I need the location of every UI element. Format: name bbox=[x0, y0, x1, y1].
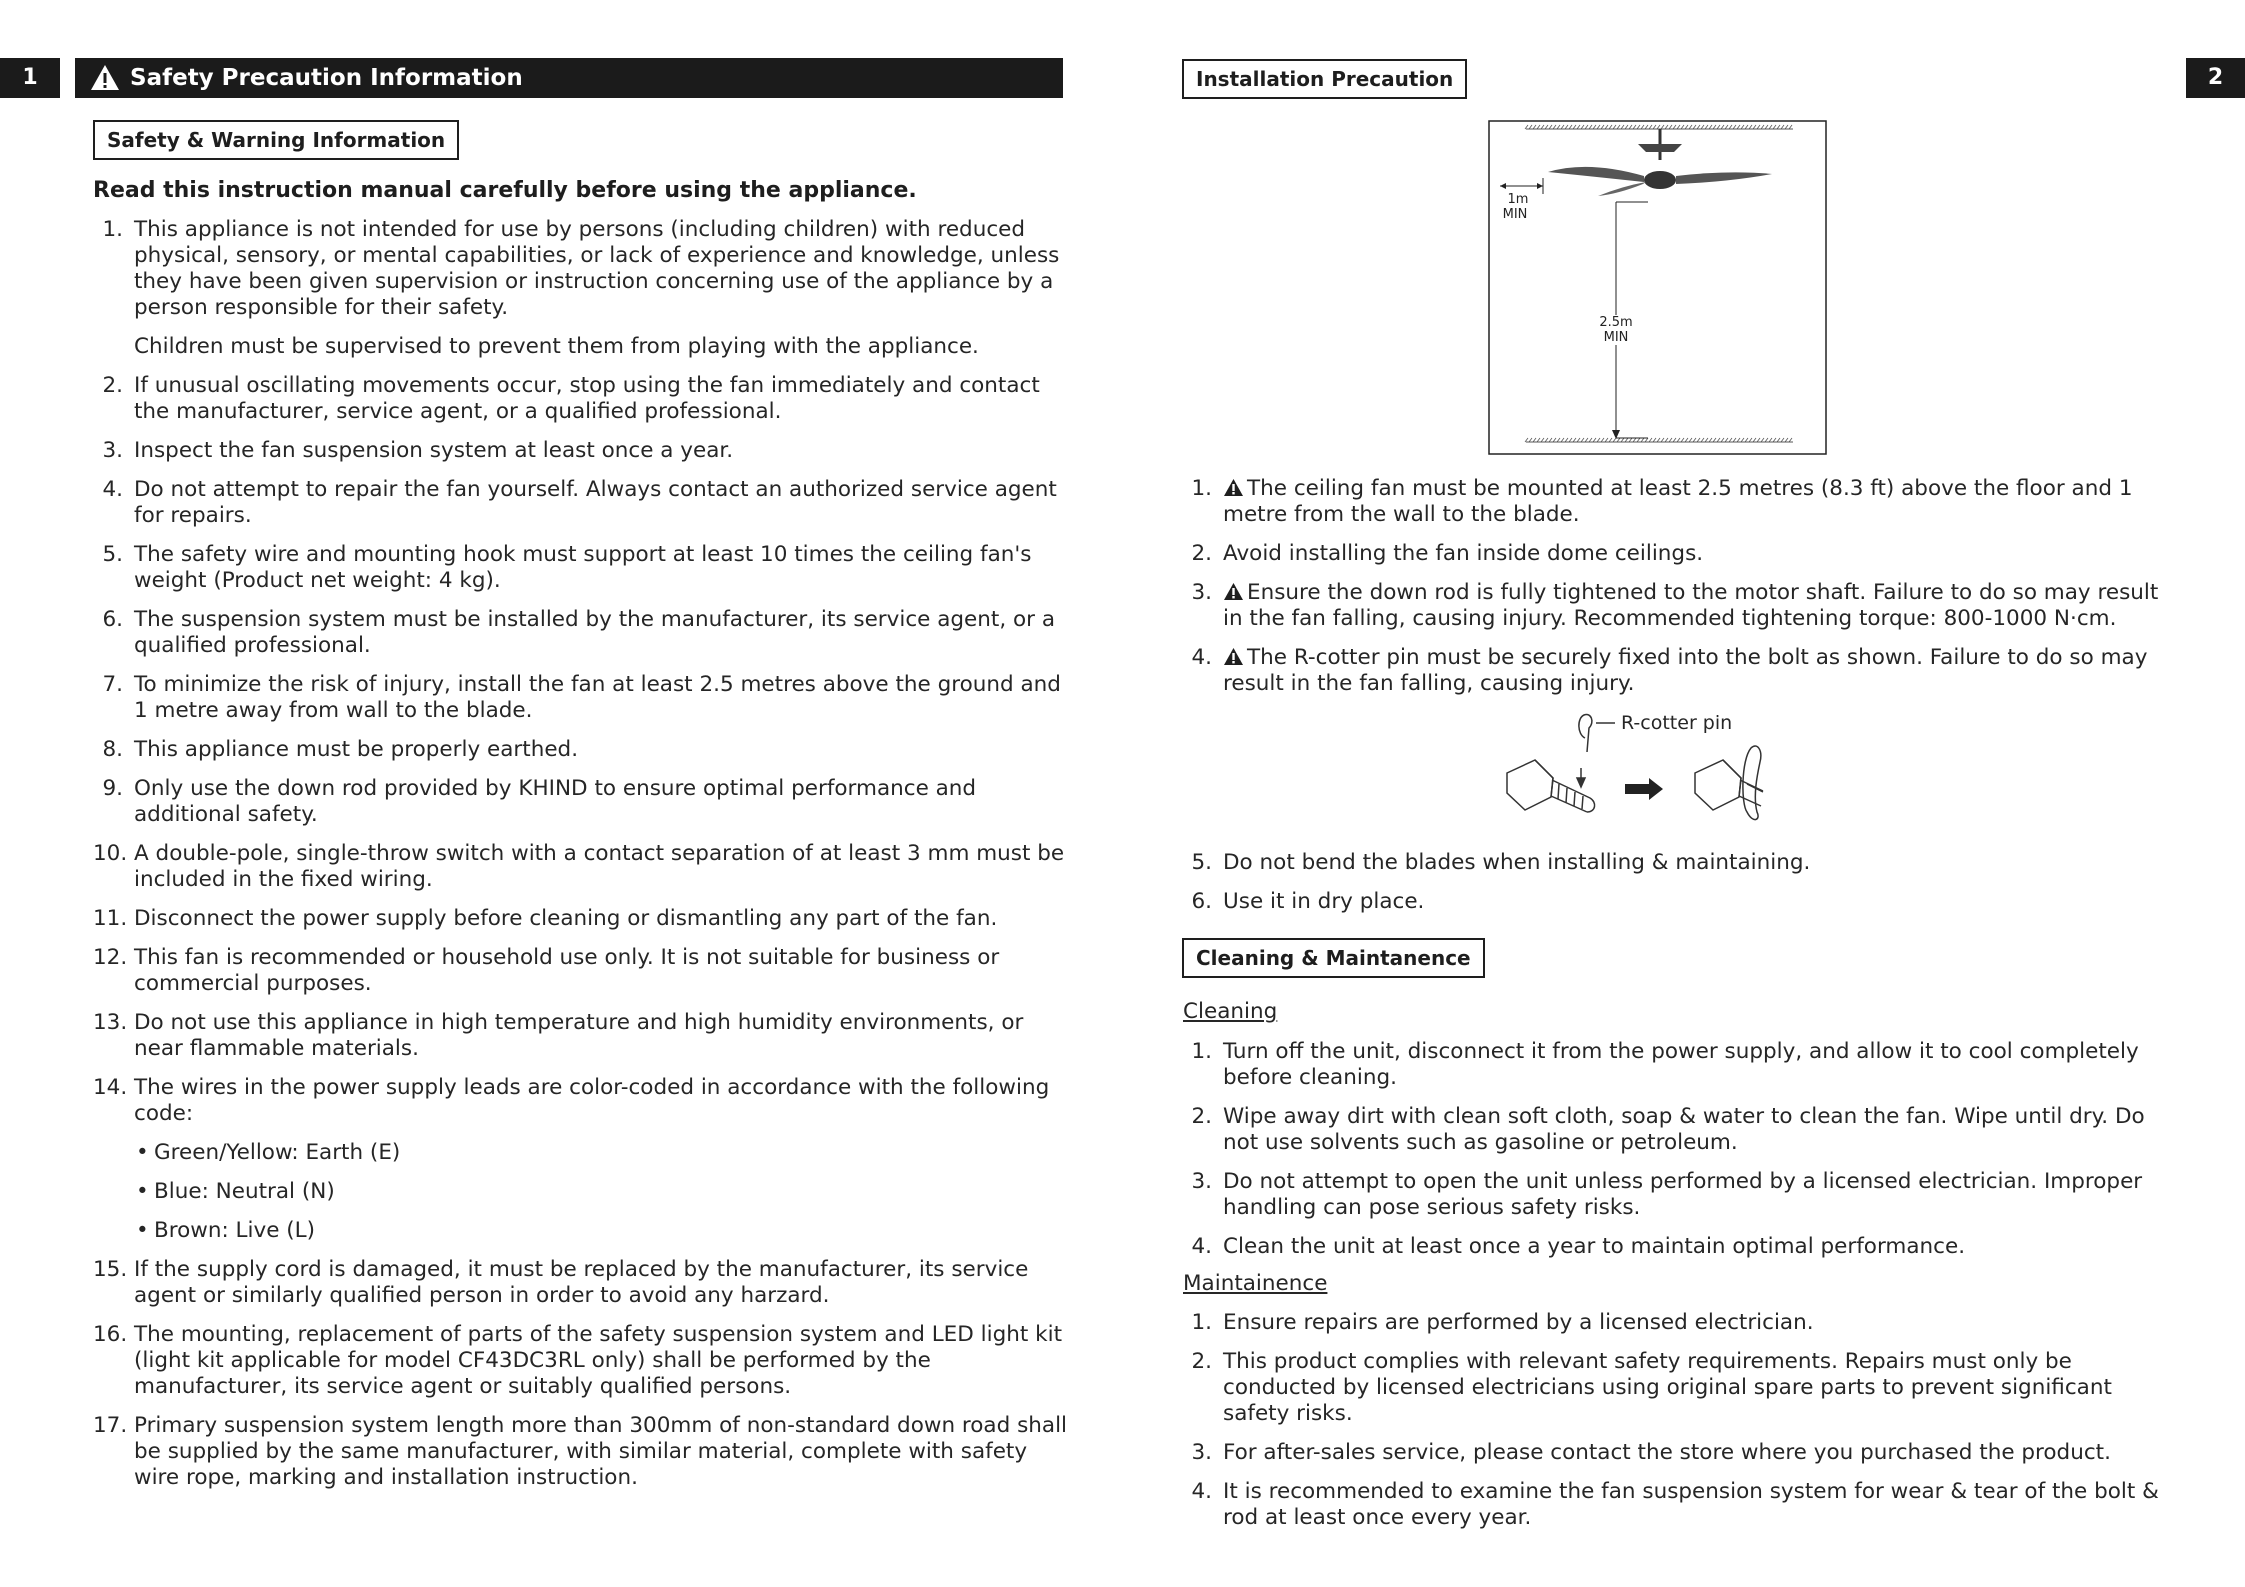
list-item-number: 6. bbox=[102, 607, 123, 632]
list-item-number: 4. bbox=[102, 477, 123, 502]
list-item-text: This appliance is not intended for use by persons (including children) with reduced physical, sensory, or mental capabilities, or lack of experience and knowledge, unless they have been given supervision or instruction concerning use of the appliance by a person responsible for their safety. bbox=[134, 217, 1060, 320]
list-item-note: Children must be supervised to prevent them from playing with the appliance. bbox=[134, 334, 979, 359]
safety-warning-box-heading: Safety & Warning Information bbox=[93, 120, 459, 160]
warning-icon bbox=[1223, 582, 1244, 601]
wall-clearance-min: MIN bbox=[1502, 207, 1528, 222]
page-number-left: 1 bbox=[0, 58, 60, 98]
list-item bbox=[1182, 541, 2182, 567]
list-item-number: 6. bbox=[1191, 889, 1212, 914]
list-item-number: 4. bbox=[1191, 1234, 1212, 1259]
list-item-number: 1. bbox=[1191, 1039, 1212, 1064]
list-item-number: 2. bbox=[1191, 1104, 1212, 1129]
maintenance-heading: Maintainence bbox=[1183, 1271, 1328, 1296]
list-item bbox=[1182, 889, 2182, 915]
intro-text: Read this instruction manual carefully before using the appliance. bbox=[93, 178, 917, 203]
list-item-number: 4. bbox=[1191, 1479, 1212, 1504]
bullet-icon: • bbox=[136, 1218, 149, 1243]
list-item bbox=[93, 542, 1068, 594]
list-item-number: 1. bbox=[1191, 1310, 1212, 1335]
list-item-text: For after-sales service, please contact the store where you purchased the product. bbox=[1223, 1440, 2111, 1465]
list-item-text: If unusual oscillating movements occur, stop using the fan immediately and contact the manufacturer, service agent, or a qualified professional. bbox=[134, 373, 1040, 424]
list-item bbox=[93, 906, 1068, 932]
wall-clearance-label: 1m bbox=[1507, 192, 1529, 207]
list-item-text: Do not attempt to open the unit unless performed by a licensed electrician. Improper handling can pose serious safety risks. bbox=[1223, 1169, 2143, 1220]
list-item-number: 13. bbox=[93, 1010, 128, 1035]
r-cotter-pin-label: R-cotter pin bbox=[1621, 712, 1733, 734]
list-item-text: The ceiling fan must be mounted at least 2.5 metres (8.3 ft) above the floor and 1 metre from the wall to the blade. bbox=[1223, 476, 2133, 527]
list-item bbox=[93, 438, 1068, 464]
cleaning-heading: Cleaning bbox=[1183, 999, 1278, 1024]
list-item-text: Turn off the unit, disconnect it from the power supply, and allow it to cool completely before cleaning. bbox=[1223, 1039, 2139, 1090]
list-item-number: 17. bbox=[93, 1413, 128, 1438]
list-item bbox=[93, 672, 1068, 724]
list-item-text: Primary suspension system length more than 300mm of non-standard down road shall be supplied by the same manufacturer, with similar material, complete with safety wire rope, marking and installation instruction. bbox=[134, 1413, 1068, 1490]
list-item-text: Avoid installing the fan inside dome ceilings. bbox=[1223, 541, 1704, 566]
list-item bbox=[1182, 1234, 2182, 1260]
list-item bbox=[1182, 1169, 2182, 1221]
warning-icon bbox=[1223, 647, 1244, 666]
list-item-text: This product complies with relevant safety requirements. Repairs must only be conducted by licensed electricians using original spare parts to prevent significant safety risks. bbox=[1223, 1349, 2112, 1426]
list-item-text: Use it in dry place. bbox=[1223, 889, 1425, 914]
list-item-text: The suspension system must be installed by the manufacturer, its service agent, or a qualified professional. bbox=[134, 607, 1055, 658]
list-item bbox=[93, 1010, 1068, 1062]
list-item-number: 5. bbox=[102, 542, 123, 567]
bullet-item bbox=[93, 1218, 1068, 1244]
r-cotter-pin-diagram bbox=[1495, 700, 1795, 840]
list-item-number: 9. bbox=[102, 776, 123, 801]
list-item bbox=[93, 477, 1068, 529]
list-item-text: The R-cotter pin must be securely fixed into the bolt as shown. Failure to do so may result in the fan falling, causing injury. bbox=[1223, 645, 2148, 696]
warning-icon bbox=[90, 64, 120, 91]
bullet-item bbox=[93, 1140, 1068, 1166]
list-item bbox=[1182, 476, 2182, 528]
list-item-text: To minimize the risk of injury, install the fan at least 2.5 metres above the ground and 1 metre away from wall to the blade. bbox=[134, 672, 1061, 723]
list-item bbox=[1182, 580, 2182, 632]
floor-clearance-min: MIN bbox=[1603, 330, 1629, 345]
installation-box-heading: Installation Precaution bbox=[1182, 59, 1467, 99]
warning-icon bbox=[1223, 478, 1244, 497]
list-item-number: 2. bbox=[102, 373, 123, 398]
list-item bbox=[1182, 1479, 2182, 1531]
list-item-text: Clean the unit at least once a year to maintain optimal performance. bbox=[1223, 1234, 1966, 1259]
list-item bbox=[93, 1257, 1068, 1309]
list-item-number: 10. bbox=[93, 841, 128, 866]
list-item bbox=[1182, 1310, 2182, 1336]
list-item-text: Only use the down rod provided by KHIND to ensure optimal performance and additional safety. bbox=[134, 776, 977, 827]
list-item bbox=[1182, 645, 2182, 697]
list-item-text: This fan is recommended or household use only. It is not suitable for business or commercial purposes. bbox=[134, 945, 1000, 996]
list-item-number: 15. bbox=[93, 1257, 128, 1282]
list-item bbox=[1182, 850, 2182, 876]
list-item-number: 12. bbox=[93, 945, 128, 970]
list-item-text: The mounting, replacement of parts of the safety suspension system and LED light kit (light kit applicable for model CF43DC3RL only) shall be performed by the manufacturer, its service agent or suitably qualified persons. bbox=[134, 1322, 1062, 1399]
list-item bbox=[93, 1413, 1068, 1491]
list-item bbox=[1182, 1349, 2182, 1427]
arrow-right-icon bbox=[1625, 778, 1663, 800]
floor-clearance-label: 2.5m bbox=[1599, 315, 1633, 330]
list-item-number: 1. bbox=[102, 217, 123, 242]
ceiling-fan-icon bbox=[1548, 129, 1772, 196]
installation-clearance-diagram bbox=[1488, 120, 1828, 456]
list-item bbox=[1182, 1440, 2182, 1466]
list-item-number: 11. bbox=[93, 906, 128, 931]
list-item-text: This appliance must be properly earthed. bbox=[134, 737, 579, 762]
r-cotter-pin-icon bbox=[1579, 714, 1592, 752]
page-title: Safety Precaution Information bbox=[130, 65, 523, 91]
list-item bbox=[93, 373, 1068, 425]
bullet-text: Brown: Live (L) bbox=[154, 1218, 316, 1243]
list-item-text: Disconnect the power supply before cleaning or dismantling any part of the fan. bbox=[134, 906, 998, 931]
list-item bbox=[93, 217, 1068, 321]
list-item-number: 3. bbox=[1191, 1169, 1212, 1194]
installation-list bbox=[1182, 476, 2182, 710]
list-item bbox=[93, 1075, 1068, 1127]
list-item-number: 3. bbox=[1191, 580, 1212, 605]
list-item bbox=[93, 1322, 1068, 1400]
list-item-number: 3. bbox=[102, 438, 123, 463]
list-item-number: 7. bbox=[102, 672, 123, 697]
list-item bbox=[1182, 1104, 2182, 1156]
list-item-text: It is recommended to examine the fan suspension system for wear & tear of the bolt & rod at least once every year. bbox=[1223, 1479, 2159, 1530]
list-item-text: Do not bend the blades when installing & maintaining. bbox=[1223, 850, 1811, 875]
bullet-icon: • bbox=[136, 1179, 149, 1204]
bullet-icon: • bbox=[136, 1140, 149, 1165]
list-item bbox=[1182, 1039, 2182, 1091]
list-item bbox=[93, 776, 1068, 828]
list-item-text: The wires in the power supply leads are color-coded in accordance with the following code: bbox=[134, 1075, 1050, 1126]
list-item-text: Inspect the fan suspension system at least once a year. bbox=[134, 438, 734, 463]
bullet-item bbox=[93, 1179, 1068, 1205]
list-item-number: 1. bbox=[1191, 476, 1212, 501]
list-item-number: 4. bbox=[1191, 645, 1212, 670]
safety-list bbox=[93, 217, 1068, 1504]
cleaning-list bbox=[1182, 1039, 2182, 1273]
list-item-number: 3. bbox=[1191, 1440, 1212, 1465]
list-item-number: 2. bbox=[1191, 541, 1212, 566]
list-item-text: A double-pole, single-throw switch with a contact separation of at least 3 mm must be included in the fixed wiring. bbox=[134, 841, 1065, 892]
list-item-number: 16. bbox=[93, 1322, 128, 1347]
list-item bbox=[93, 607, 1068, 659]
list-item-text: Ensure repairs are performed by a licensed electrician. bbox=[1223, 1310, 1814, 1335]
list-item-text: The safety wire and mounting hook must support at least 10 times the ceiling fan's weight (Product net weight: 4 kg). bbox=[134, 542, 1032, 593]
installation-list-continued bbox=[1182, 850, 2182, 928]
bullet-text: Blue: Neutral (N) bbox=[154, 1179, 335, 1204]
list-item-number: 5. bbox=[1191, 850, 1212, 875]
cleaning-maintenance-box-heading: Cleaning & Maintanence bbox=[1182, 938, 1485, 978]
list-item-number: 14. bbox=[93, 1075, 128, 1100]
list-item-text: If the supply cord is damaged, it must be replaced by the manufacturer, its service agent or similarly qualified person in order to avoid any harzard. bbox=[134, 1257, 1029, 1308]
list-item-text: Ensure the down rod is fully tightened to the motor shaft. Failure to do so may result in the fan falling, causing injury. Recommended tightening torque: 800-1000 N·cm. bbox=[1223, 580, 2159, 631]
list-item bbox=[93, 841, 1068, 893]
list-item bbox=[93, 737, 1068, 763]
list-item-text: Wipe away dirt with clean soft cloth, soap & water to clean the fan. Wipe until dry. Do not use solvents such as gasoline or petroleum. bbox=[1223, 1104, 2145, 1155]
page-number-right: 2 bbox=[2186, 58, 2245, 98]
list-item-number: 2. bbox=[1191, 1349, 1212, 1374]
safety-title-bar bbox=[75, 58, 1063, 98]
list-item-text: Do not attempt to repair the fan yourself. Always contact an authorized service agent for repairs. bbox=[134, 477, 1057, 528]
maintenance-list bbox=[1182, 1310, 2182, 1544]
bullet-text: Green/Yellow: Earth (E) bbox=[154, 1140, 401, 1165]
list-item-text: Do not use this appliance in high temperature and high humidity environments, or near flammable materials. bbox=[134, 1010, 1024, 1061]
list-item bbox=[93, 945, 1068, 997]
list-item-number: 8. bbox=[102, 737, 123, 762]
